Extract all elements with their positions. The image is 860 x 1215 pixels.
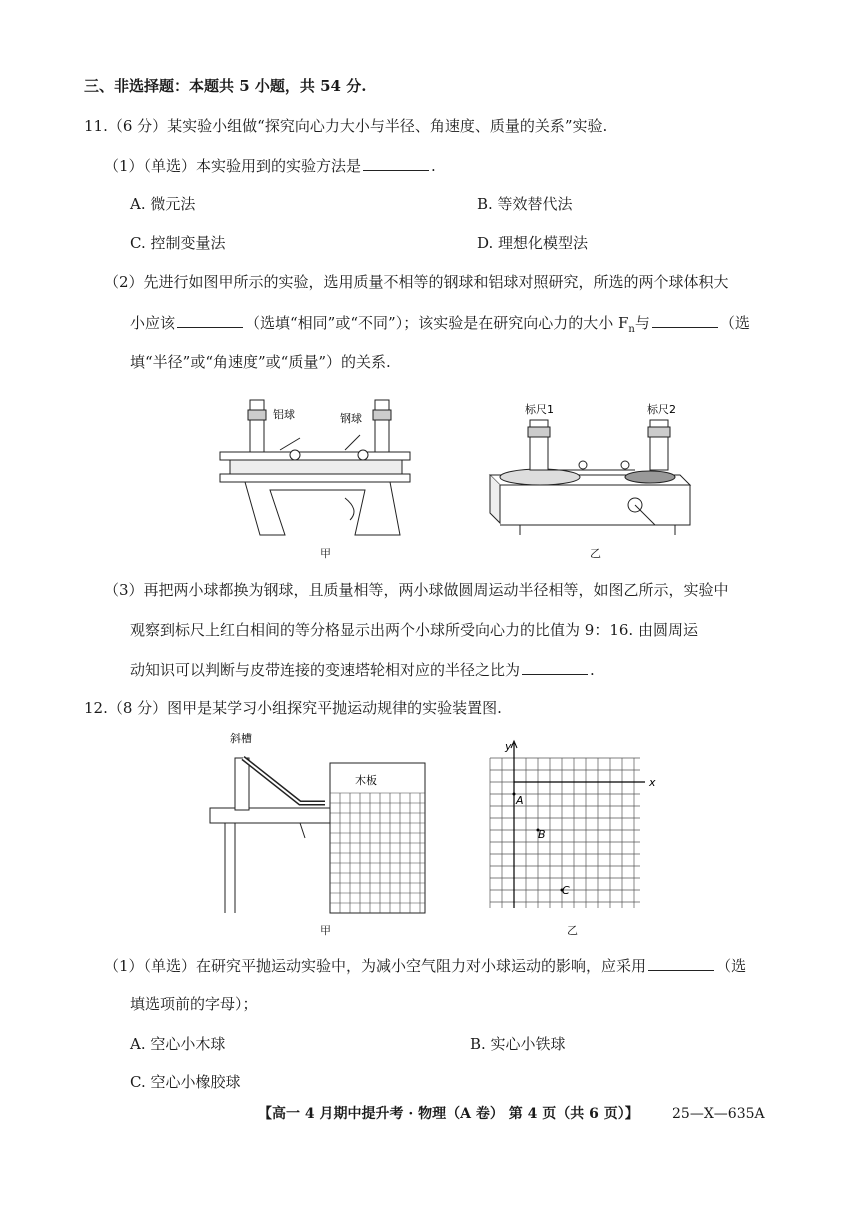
q11-p1: （1）（单选）本实验用到的实验方法是 .: [104, 157, 436, 175]
q11-option-c: C. 控制变量法: [130, 234, 226, 252]
footer-right: 25—X—635A: [672, 1106, 765, 1122]
caption-yi: 乙: [590, 547, 601, 560]
label-chute: 斜槽: [230, 732, 252, 745]
q12-stem: 12.（8 分）图甲是某学习小组探究平抛运动规律的实验装置图.: [84, 699, 502, 717]
grid-yi: [485, 738, 670, 918]
caption-jia-2: 甲: [320, 924, 331, 937]
label-board: 木板: [355, 774, 377, 787]
label-steel-ball: 钢球: [340, 412, 362, 425]
point-b-label: B: [538, 828, 546, 841]
footer-left: 【高一 4 月期中提升考 · 物理（A 卷） 第 4 页（共 6 页）】: [258, 1106, 639, 1122]
projectile-apparatus-jia: [205, 728, 430, 918]
q12-option-c: C. 空心小橡胶球: [130, 1073, 241, 1091]
caption-yi-2: 乙: [567, 924, 578, 937]
q11-option-d: D. 理想化模型法: [477, 234, 589, 252]
q11-p3-line3: 动知识可以判断与皮带连接的变速塔轮相对应的半径之比为 .: [130, 661, 595, 679]
q11-option-a: A. 微元法: [130, 195, 196, 213]
q11-p3-line2: 观察到标尺上红白相间的等分格显示出两个小球所受向心力的比值为 9：16. 由圆周运: [130, 621, 698, 639]
q11-p2-line3: 填“半径”或“角速度”或“质量”）的关系.: [130, 353, 391, 371]
label-ruler-1: 标尺1: [525, 403, 554, 416]
answer-blank[interactable]: [522, 660, 588, 675]
q11-p3-line1: （3）再把两小球都换为钢球，且质量相等，两小球做圆周运动半径相等，如图乙所示，实验中: [104, 581, 729, 599]
q12-option-a: A. 空心小木球: [130, 1035, 226, 1053]
label-aluminum-ball: 铝球: [273, 408, 295, 421]
caption-jia: 甲: [320, 547, 331, 560]
answer-blank[interactable]: [652, 313, 718, 328]
q11-option-b: B. 等效替代法: [477, 195, 573, 213]
axis-x-label: x: [649, 776, 656, 789]
q12-p1-line1: （1）（单选）在研究平抛运动实验中，为减小空气阻力对小球运动的影响，应采用 （选: [104, 957, 747, 975]
point-a-label: A: [516, 794, 524, 807]
q12-p1-line2: 填选项前的字母）；: [130, 995, 258, 1013]
centripetal-apparatus-yi: [485, 395, 695, 545]
q12-option-b: B. 实心小铁球: [470, 1035, 566, 1053]
q11-p2-line1: （2）先进行如图甲所示的实验，选用质量不相等的钢球和铝球对照研究，所选的两个球体积大: [104, 273, 729, 291]
q11-stem: 11.（6 分）某实验小组做“探究向心力大小与半径、角速度、质量的关系”实验.: [84, 117, 608, 135]
axis-y-label: y: [505, 740, 512, 753]
answer-blank[interactable]: [177, 313, 243, 328]
label-ruler-2: 标尺2: [647, 403, 676, 416]
answer-blank[interactable]: [363, 156, 429, 171]
point-c-label: C: [562, 884, 570, 897]
answer-blank[interactable]: [648, 956, 714, 971]
section-header: 三、非选择题：本题共 5 小题，共 54 分.: [84, 77, 367, 95]
q11-p2-line2: 小应该 （选填“相同”或“不同”）；该实验是在研究向心力的大小 $F_n$与 （选: [130, 314, 750, 335]
centripetal-apparatus-jia: [215, 390, 415, 540]
